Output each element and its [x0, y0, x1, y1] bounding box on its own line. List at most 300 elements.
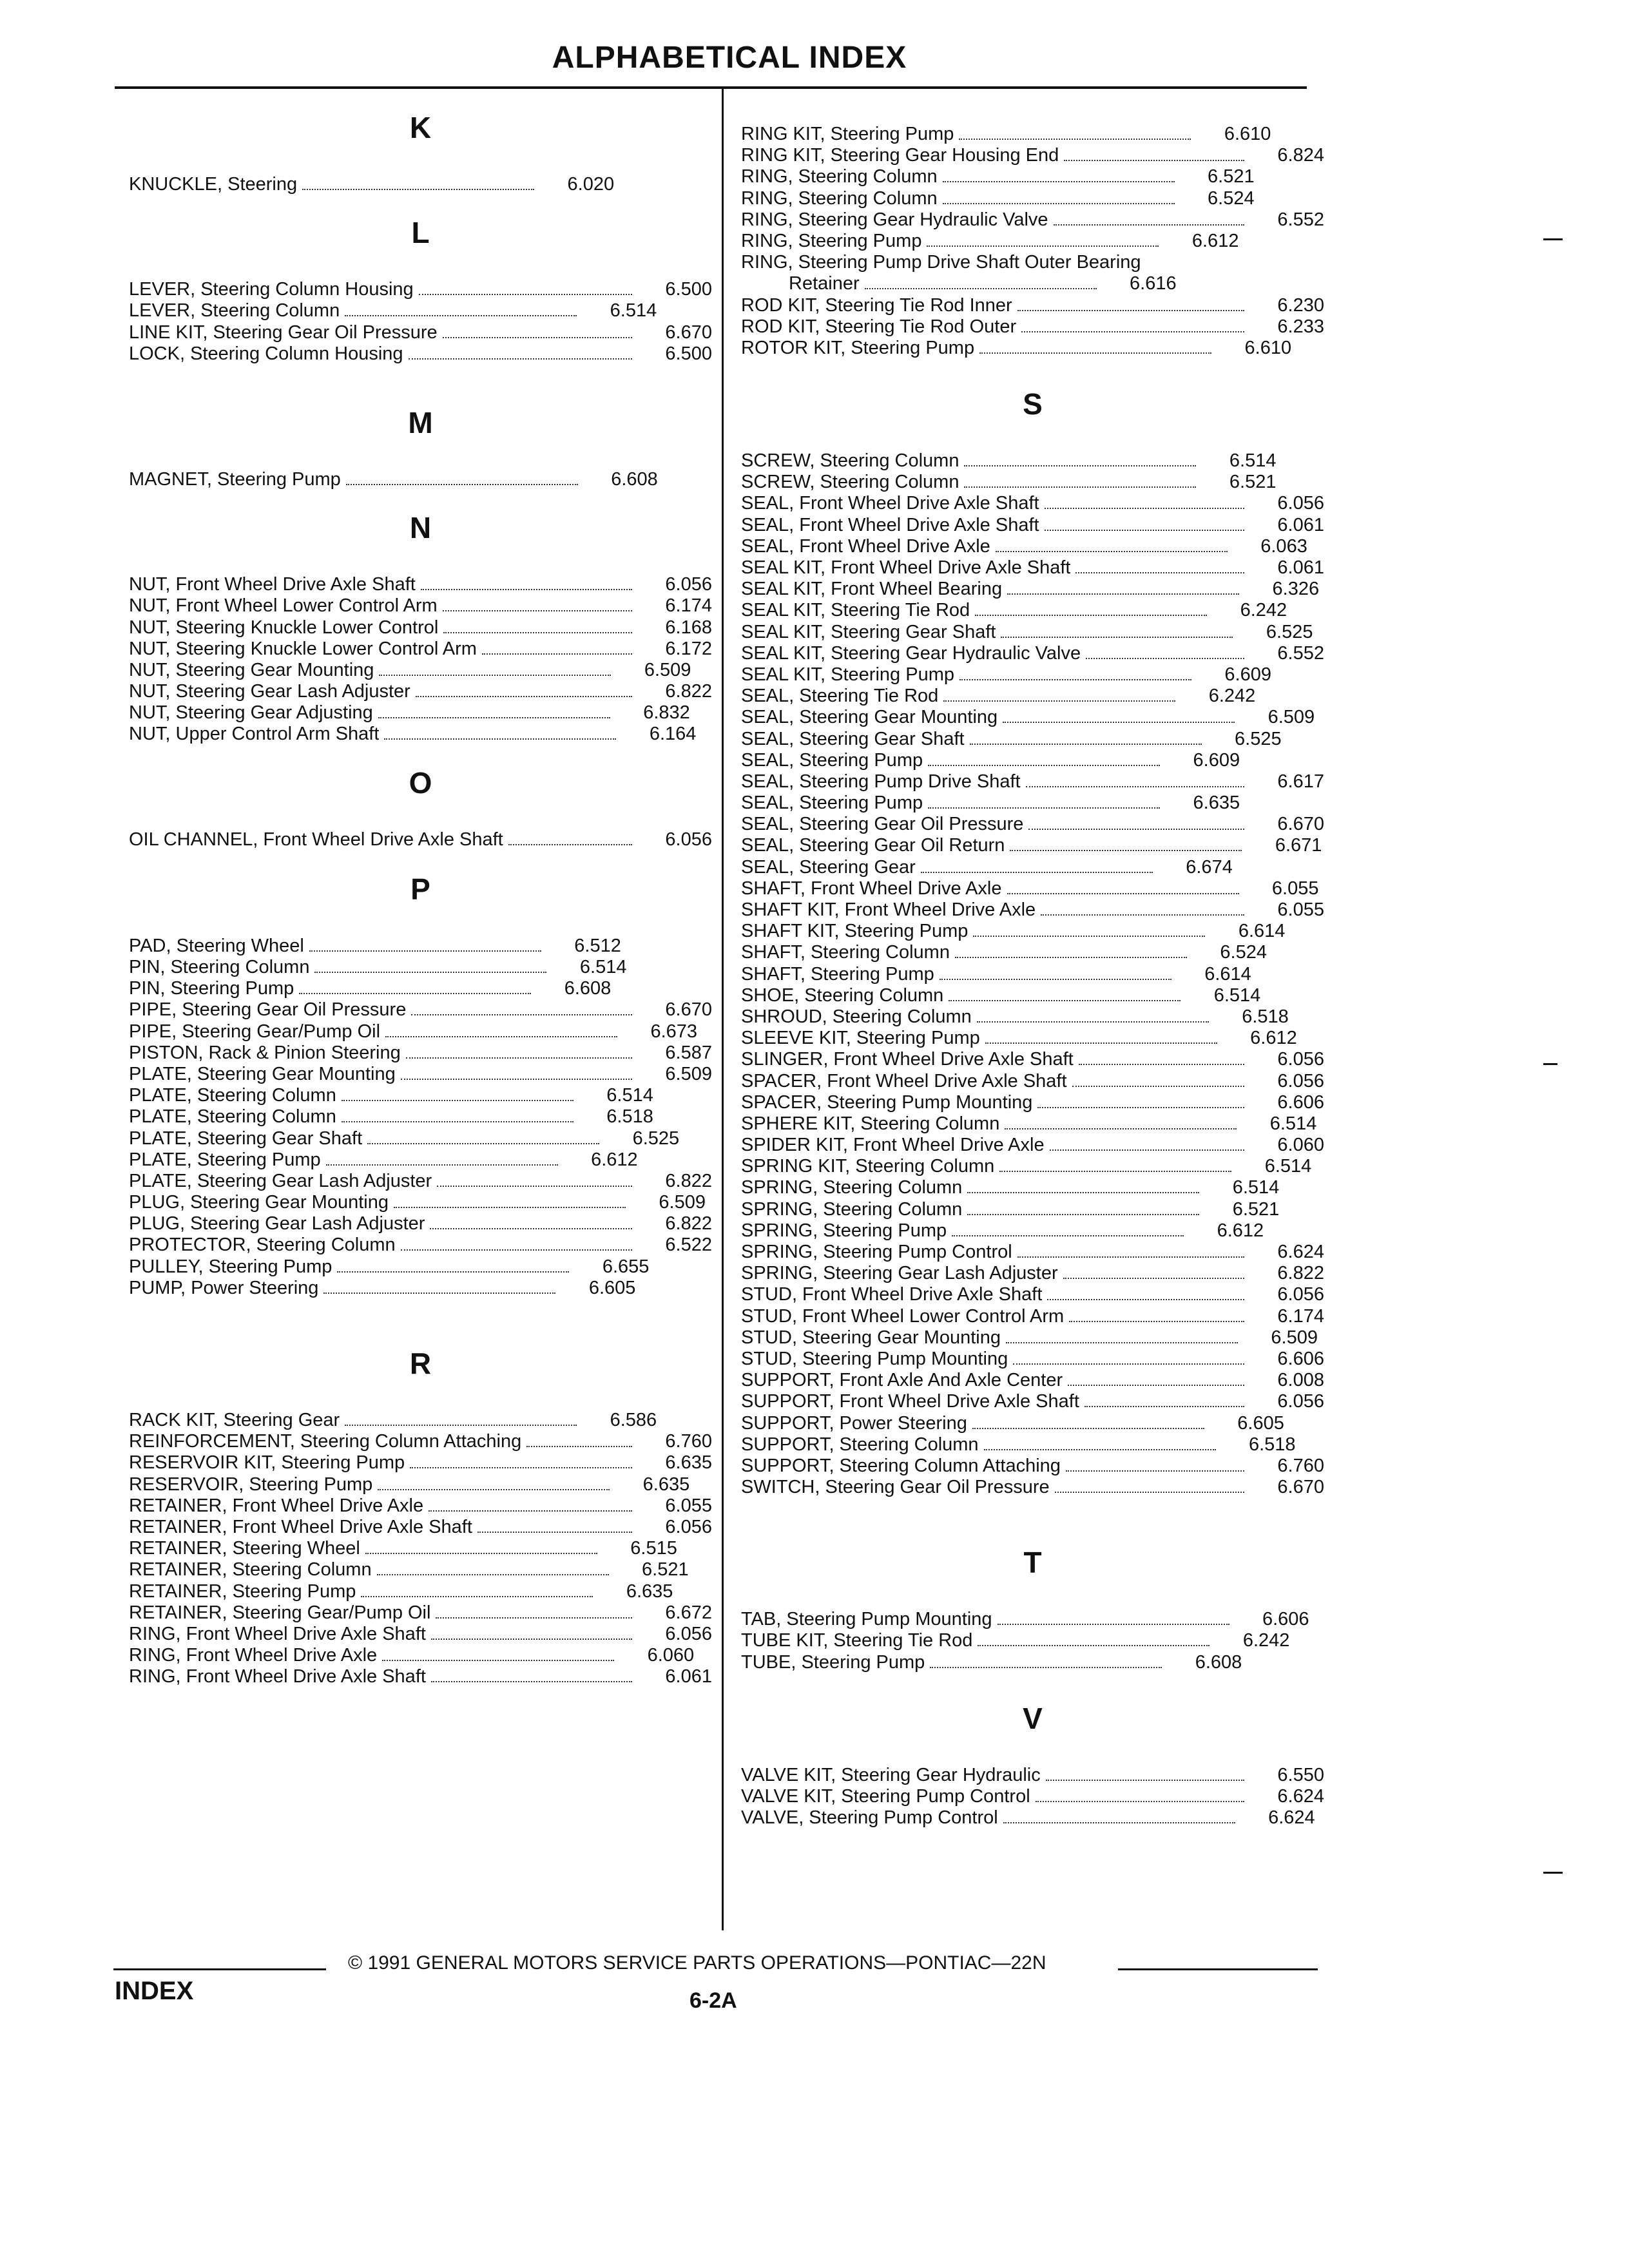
dot-leader	[1084, 1406, 1244, 1407]
index-entry	[741, 1092, 1324, 1113]
entry-term: ROD KIT, Steering Tie Rod Inner	[741, 294, 1012, 316]
entry-page: 6.055	[665, 1495, 712, 1516]
index-entry	[129, 1192, 712, 1213]
index-entry	[741, 964, 1324, 985]
entry-term: PLATE, Steering Column	[129, 1106, 336, 1128]
dot-leader	[1066, 1470, 1244, 1472]
index-entry	[129, 1021, 712, 1043]
entry-page: 6.521	[1208, 166, 1255, 187]
dot-leader	[378, 717, 610, 718]
index-entry	[741, 1113, 1324, 1135]
entry-term: SHAFT, Steering Column	[741, 942, 950, 963]
entry-page: 6.056	[665, 829, 712, 850]
entry-page: 6.608	[564, 978, 612, 999]
entry-page: 6.605	[1237, 1412, 1284, 1434]
index-entry	[741, 1006, 1324, 1028]
dot-leader	[943, 203, 1175, 204]
index-entry	[741, 1434, 1324, 1456]
entry-term: SLINGER, Front Wheel Drive Axle Shaft	[741, 1049, 1074, 1070]
dot-leader	[1041, 914, 1244, 916]
entry-page: 6.056	[1277, 493, 1324, 514]
entry-term: NUT, Steering Knuckle Lower Control	[129, 617, 439, 638]
entry-term: PROTECTOR, Steering Column	[129, 1235, 396, 1256]
entry-term: PISTON, Rack & Pinion Steering	[129, 1042, 401, 1063]
entry-term: SPRING, Steering Pump Control	[741, 1242, 1012, 1262]
entry-term: SUPPORT, Steering Column	[741, 1434, 979, 1455]
dot-leader	[1054, 224, 1244, 226]
dot-leader	[928, 765, 1160, 766]
dot-leader	[1046, 1780, 1244, 1781]
footer-section-label: INDEX	[115, 1977, 194, 2005]
index-entry	[741, 600, 1324, 621]
index-entry	[129, 1256, 712, 1278]
dot-leader	[342, 1100, 574, 1101]
entry-page: 6.514	[1232, 1177, 1280, 1198]
section-letter: N	[409, 511, 432, 545]
index-entry	[129, 1581, 712, 1602]
entry-term: RING, Front Wheel Drive Axle Shaft	[129, 1666, 426, 1687]
entry-page: 6.509	[1271, 1327, 1318, 1348]
entry-term: TUBE KIT, Steering Tie Rod	[741, 1630, 973, 1651]
entry-page: 6.061	[665, 1666, 712, 1687]
left-column	[129, 90, 712, 1687]
dot-leader	[345, 315, 577, 316]
index-entry	[129, 999, 712, 1021]
entry-term: RING, Steering Gear Hydraulic Valve	[741, 209, 1048, 230]
entry-page: 6.606	[1262, 1609, 1309, 1630]
entry-term: SHAFT, Front Wheel Drive Axle	[741, 878, 1002, 899]
entry-page: 6.514	[1264, 1156, 1312, 1177]
entry-page: 6.242	[1240, 600, 1287, 621]
entry-term: SPRING KIT, Steering Column	[741, 1156, 995, 1177]
section-letter: R	[409, 1347, 432, 1380]
index-entry	[129, 1235, 712, 1256]
section-letter: O	[409, 765, 432, 800]
entry-term: RING KIT, Steering Pump	[741, 124, 954, 144]
entry-page: 6.500	[665, 343, 712, 364]
entry-term: KNUCKLE, Steering	[129, 174, 298, 195]
section-letter: V	[1023, 1701, 1043, 1735]
index-entry	[129, 1410, 712, 1431]
dot-leader	[1026, 786, 1244, 787]
entry-page: 6.500	[665, 279, 712, 300]
entry-term: SEAL, Steering Gear Oil Return	[741, 835, 1005, 856]
entry-page: 6.514	[1213, 985, 1261, 1006]
dot-leader	[943, 181, 1175, 182]
entry-term: PLATE, Steering Pump	[129, 1149, 321, 1170]
entry-page: 6.822	[665, 1170, 712, 1191]
entry-term: PLATE, Steering Column	[129, 1085, 336, 1106]
entry-term: RING KIT, Steering Gear Housing End	[741, 145, 1059, 166]
index-entry	[129, 1106, 712, 1128]
index-entry	[129, 1278, 712, 1299]
index-entry	[741, 835, 1324, 856]
entry-term: PIN, Steering Column	[129, 957, 310, 977]
index-entry	[129, 1452, 712, 1474]
entry-term: LEVER, Steering Column	[129, 300, 340, 322]
entry-term: RESERVOIR KIT, Steering Pump	[129, 1452, 405, 1474]
dot-leader	[419, 294, 632, 295]
index-entry	[741, 188, 1324, 209]
entry-page: 6.514	[1269, 1113, 1317, 1134]
index-entry	[741, 316, 1324, 338]
entry-page: 6.635	[1193, 793, 1240, 814]
index-entry	[741, 1477, 1324, 1498]
entry-term: SPRING, Steering Column	[741, 1198, 963, 1220]
dot-leader	[978, 1645, 1210, 1646]
dot-leader	[1050, 1149, 1244, 1151]
dot-leader	[999, 1171, 1231, 1172]
entry-page: 6.525	[632, 1128, 680, 1149]
index-entry	[741, 1652, 1324, 1673]
entry-page: 6.326	[1272, 579, 1320, 600]
entry-term: PIPE, Steering Gear Oil Pressure	[129, 999, 407, 1021]
index-entry	[129, 978, 712, 999]
entry-term: NUT, Upper Control Arm Shaft	[129, 724, 380, 745]
index-entry	[741, 295, 1324, 316]
dot-leader	[1086, 658, 1244, 659]
entry-page: 6.606	[1277, 1348, 1324, 1369]
index-section	[129, 1344, 712, 1687]
section-letter: S	[1023, 387, 1043, 421]
entry-page: 6.061	[1277, 557, 1324, 578]
index-entry	[741, 273, 1324, 294]
entry-term: PLUG, Steering Gear Lash Adjuster	[129, 1213, 425, 1235]
index-entry	[741, 1071, 1324, 1092]
dot-leader	[985, 1043, 1217, 1044]
dot-leader	[940, 979, 1171, 980]
entry-page: 6.055	[1277, 899, 1324, 920]
dot-leader	[1007, 893, 1239, 894]
index-entry	[741, 1177, 1324, 1198]
entry-term: REINFORCEMENT, Steering Column Attaching	[129, 1431, 522, 1452]
entry-term: SHAFT KIT, Front Wheel Drive Axle	[741, 899, 1036, 920]
entry-page: 6.521	[1229, 472, 1277, 493]
entry-page: 6.056	[1277, 1070, 1324, 1091]
entry-term: SEAL KIT, Steering Gear Shaft	[741, 621, 996, 642]
dot-leader	[1045, 530, 1244, 531]
index-entry	[741, 166, 1324, 187]
entry-term: NUT, Front Wheel Drive Axle Shaft	[129, 574, 416, 595]
entry-term: SEAL, Steering Gear Oil Pressure	[741, 814, 1024, 835]
entry-page: 6.670	[1277, 1477, 1324, 1498]
index-section	[129, 108, 712, 195]
entry-term: SHOE, Steering Column	[741, 985, 944, 1006]
dot-leader	[1017, 310, 1244, 311]
entry-page: 6.609	[1193, 749, 1240, 771]
entry-page: 6.608	[611, 468, 658, 490]
entry-page: 6.061	[1277, 514, 1324, 535]
index-entry	[741, 536, 1324, 557]
dot-leader	[1028, 829, 1244, 830]
dot-leader	[928, 807, 1160, 809]
entry-term: SPHERE KIT, Steering Column	[741, 1113, 1000, 1134]
index-section	[129, 764, 712, 850]
dot-leader	[975, 615, 1207, 616]
entry-term: RING, Steering Pump	[741, 230, 922, 251]
index-entry	[129, 595, 712, 617]
entry-term: PAD, Steering Wheel	[129, 935, 304, 956]
dot-leader	[379, 675, 611, 676]
index-entry	[741, 124, 1324, 145]
index-entry	[741, 1135, 1324, 1156]
entry-page: 6.525	[1235, 728, 1282, 749]
section-letter: K	[409, 111, 432, 144]
dot-leader	[921, 872, 1153, 873]
index-entry	[741, 145, 1324, 166]
index-section	[741, 124, 1324, 359]
dot-leader	[1063, 1278, 1244, 1279]
index-entry	[741, 1413, 1324, 1434]
entry-term: SUPPORT, Front Axle And Axle Center	[741, 1370, 1063, 1391]
index-entry	[741, 1327, 1324, 1349]
dot-leader	[409, 358, 632, 360]
entry-page: 6.174	[665, 595, 712, 617]
entry-page: 6.055	[1271, 878, 1319, 899]
entry-page: 6.670	[665, 322, 712, 343]
dot-leader	[342, 1121, 574, 1122]
index-entry	[129, 1602, 712, 1624]
index-entry	[129, 724, 712, 745]
entry-page: 6.614	[1204, 963, 1251, 985]
index-entry	[741, 1786, 1324, 1807]
entry-page: 6.671	[1275, 835, 1322, 856]
column-divider	[722, 88, 724, 1930]
dot-leader	[436, 1617, 632, 1619]
entry-page: 6.514	[606, 1085, 653, 1106]
entry-term: LEVER, Steering Column Housing	[129, 279, 414, 300]
entry-term: NUT, Steering Gear Lash Adjuster	[129, 681, 410, 702]
entry-page: 6.612	[1217, 1220, 1264, 1241]
index-entry	[129, 1666, 712, 1687]
entry-page: 6.616	[1130, 273, 1177, 294]
dot-leader	[361, 1596, 593, 1597]
entry-page: 6.509	[1268, 707, 1315, 728]
entry-page: 6.509	[665, 1063, 712, 1084]
entry-term: SLEEVE KIT, Steering Pump	[741, 1028, 980, 1049]
entry-page: 6.518	[1248, 1434, 1296, 1455]
index-entry	[129, 1149, 712, 1171]
index-entry	[129, 1213, 712, 1235]
dot-leader	[482, 653, 632, 655]
dot-leader	[1013, 1363, 1244, 1365]
entry-term: SEAL, Steering Pump	[741, 793, 923, 814]
dot-leader	[367, 1143, 599, 1144]
entry-page: 6.521	[1232, 1198, 1280, 1220]
index-entry	[129, 639, 712, 660]
dot-leader	[967, 1214, 1199, 1215]
entry-page: 6.056	[665, 1623, 712, 1644]
index-entry	[741, 921, 1324, 942]
index-entry	[741, 231, 1324, 252]
dot-leader	[431, 1681, 632, 1682]
dot-leader	[972, 1428, 1204, 1429]
entry-term: RING, Steering Pump Drive Shaft Outer Bearing	[741, 252, 1141, 273]
entry-term: RETAINER, Front Wheel Drive Axle Shaft	[129, 1516, 472, 1537]
entry-term: NUT, Steering Gear Mounting	[129, 659, 374, 680]
dot-leader	[429, 1510, 632, 1512]
entry-page: 6.670	[1277, 814, 1324, 835]
entry-page: 6.518	[1242, 1006, 1289, 1027]
section-letter: T	[1023, 1546, 1042, 1580]
dot-leader	[1007, 593, 1239, 595]
entry-term: RING, Steering Column	[741, 187, 938, 209]
dot-leader	[346, 484, 578, 485]
entry-page: 6.670	[665, 999, 712, 1021]
dot-leader	[998, 1624, 1229, 1625]
index-entry	[129, 174, 712, 195]
dot-leader	[365, 1553, 597, 1554]
dot-leader	[326, 1164, 558, 1166]
dot-leader	[1072, 1086, 1244, 1087]
entry-term: MAGNET, Steering Pump	[129, 468, 341, 490]
index-entry	[129, 343, 712, 365]
page-title: ALPHABETICAL INDEX	[552, 41, 907, 75]
dot-leader	[526, 1446, 632, 1447]
dot-leader	[382, 1660, 614, 1661]
entry-term: PIN, Steering Pump	[129, 978, 294, 999]
dot-leader	[1075, 572, 1244, 573]
dot-leader	[406, 1057, 632, 1059]
dot-leader	[508, 844, 632, 845]
entry-page: 6.760	[665, 1431, 712, 1452]
dot-leader	[1045, 508, 1244, 509]
edge-tick-mark	[1543, 238, 1563, 240]
dot-leader	[477, 1532, 632, 1533]
index-entry	[741, 1630, 1324, 1651]
entry-page: 6.521	[642, 1559, 689, 1581]
dot-leader	[865, 288, 1097, 289]
entry-page: 6.514	[1229, 450, 1277, 472]
entry-term: VALVE KIT, Steering Pump Control	[741, 1786, 1030, 1807]
entry-page: 6.586	[610, 1410, 657, 1430]
index-entry	[741, 1199, 1324, 1220]
index-entry	[129, 660, 712, 681]
entry-page: 6.524	[1220, 942, 1267, 963]
entry-page: 6.552	[1277, 642, 1324, 664]
entry-page: 6.822	[665, 1213, 712, 1235]
entry-term: NUT, Front Wheel Lower Control Arm	[129, 595, 438, 617]
dot-leader	[1055, 1492, 1244, 1493]
index-entry	[741, 664, 1324, 686]
entry-term: SPRING, Steering Pump	[741, 1220, 947, 1241]
entry-term: SEAL KIT, Steering Pump	[741, 664, 954, 685]
entry-page: 6.824	[1277, 145, 1324, 166]
entry-term: RING, Front Wheel Drive Axle	[129, 1645, 378, 1666]
index-entry	[129, 936, 712, 957]
index-entry	[741, 1049, 1324, 1070]
entry-page: 6.612	[591, 1149, 638, 1170]
entry-page: 6.612	[1250, 1028, 1297, 1049]
entry-page: 6.606	[1277, 1091, 1324, 1113]
dot-leader	[394, 1207, 626, 1208]
entry-term: SEAL, Front Wheel Drive Axle Shaft	[741, 514, 1039, 535]
index-entry	[129, 1559, 712, 1581]
entry-term: PLATE, Steering Gear Shaft	[129, 1128, 363, 1149]
entry-term: STUD, Front Wheel Drive Axle Shaft	[741, 1284, 1043, 1305]
right-column	[741, 90, 1324, 1829]
entry-term: SEAL, Steering Pump	[741, 749, 923, 771]
entry-term: SUPPORT, Front Wheel Drive Axle Shaft	[741, 1391, 1079, 1412]
entry-term: RING, Steering Column	[741, 166, 938, 187]
entry-term: SHROUD, Steering Column	[741, 1006, 972, 1027]
entry-term: SPACER, Front Wheel Drive Axle Shaft	[741, 1070, 1067, 1091]
entry-term: RETAINER, Steering Column	[129, 1559, 372, 1581]
dot-leader	[1068, 1385, 1244, 1386]
dot-leader	[977, 1021, 1209, 1023]
index-entry	[741, 686, 1324, 707]
dot-leader	[1069, 1321, 1244, 1322]
index-entry	[741, 643, 1324, 664]
footer-rule-right	[1118, 1968, 1318, 1970]
entry-term: SHAFT KIT, Steering Pump	[741, 921, 969, 942]
entry-page: 6.673	[650, 1021, 698, 1042]
index-entry	[741, 814, 1324, 835]
dot-leader	[430, 1228, 632, 1229]
entry-page: 6.522	[665, 1235, 712, 1256]
entry-page: 6.174	[1277, 1305, 1324, 1327]
dot-leader	[996, 551, 1228, 552]
dot-leader	[431, 1639, 632, 1640]
footer-copyright: © 1991 GENERAL MOTORS SERVICE PARTS OPERATIONS—PONTIAC—22N	[348, 1952, 1046, 1974]
dot-leader	[973, 936, 1205, 937]
entry-page: 6.832	[643, 702, 690, 724]
index-entry	[129, 1645, 712, 1666]
entry-term: STUD, Front Wheel Lower Control Arm	[741, 1305, 1065, 1327]
entry-term: NUT, Steering Gear Adjusting	[129, 702, 373, 724]
edge-tick-mark	[1543, 1872, 1563, 1874]
entry-term: SWITCH, Steering Gear Oil Pressure	[741, 1477, 1050, 1498]
index-entry	[741, 1807, 1324, 1829]
edge-tick-mark	[1543, 1063, 1557, 1065]
dot-leader	[299, 993, 531, 994]
dot-leader	[377, 1574, 609, 1575]
entry-term: VALVE, Steering Pump Control	[741, 1807, 998, 1829]
entry-term: SEAL, Steering Gear	[741, 856, 916, 878]
title-rule	[115, 86, 1307, 89]
dot-leader	[314, 972, 546, 973]
dot-leader	[984, 1449, 1216, 1450]
entry-term: LOCK, Steering Column Housing	[129, 343, 403, 364]
dot-leader	[410, 1467, 632, 1468]
section-letter: P	[410, 872, 430, 906]
entry-term: SEAL, Front Wheel Drive Axle Shaft	[741, 493, 1039, 514]
index-section	[129, 508, 712, 745]
index-entry	[129, 1431, 712, 1452]
index-entry	[129, 1085, 712, 1106]
index-entry	[741, 899, 1324, 921]
entry-term: NUT, Steering Knuckle Lower Control Arm	[129, 638, 477, 659]
entry-page: 6.514	[579, 957, 627, 977]
dot-leader	[1036, 1801, 1244, 1802]
index-entry	[741, 878, 1324, 899]
entry-term: SPIDER KIT, Front Wheel Drive Axle	[741, 1135, 1045, 1156]
dot-leader	[401, 1249, 632, 1251]
index-entry	[741, 729, 1324, 750]
entry-page: 6.060	[647, 1645, 695, 1666]
dot-leader	[1010, 850, 1242, 851]
entry-page: 6.168	[665, 617, 712, 638]
entry-page: 6.624	[1268, 1807, 1315, 1829]
index-entry	[741, 1220, 1324, 1242]
dot-leader	[385, 1036, 617, 1037]
dot-leader	[437, 1186, 632, 1187]
dot-leader	[964, 486, 1196, 488]
dot-leader	[930, 1667, 1162, 1668]
entry-page: 6.164	[649, 724, 697, 745]
entry-term: Retainer	[789, 273, 860, 294]
entry-page: 6.056	[665, 1516, 712, 1537]
